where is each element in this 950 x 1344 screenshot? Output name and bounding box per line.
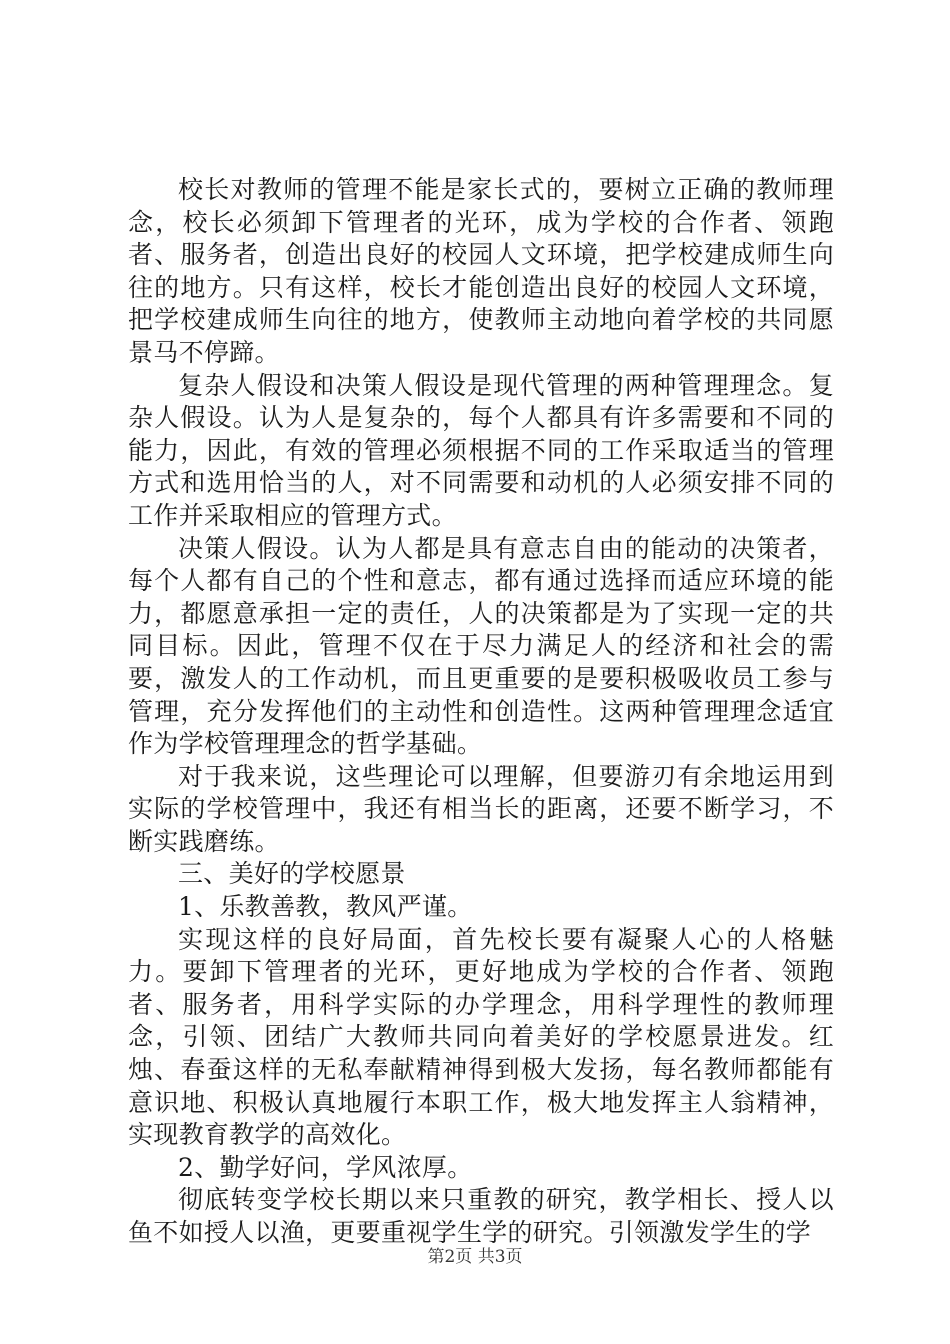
- paragraph-decision-maker-hypothesis: 决策人假设。认为人都是具有意志自由的能动的决策者，每个人都有自己的个性和意志，都有通过选择而适应环境的能力，都愿意承担一定的责任，人的决策都是为了实现一定的共同目标。因此，管理不仅在于尽力满足人的经济和社会的需要，激发人的工作动机，而且更重要的是要积极吸收员工参与管理，充分发挥他们的主动性和创造性。这两种管理理念适宜作为学校管理理念的哲学基础。: [128, 533, 834, 759]
- paragraph-principal-role: 校长对教师的管理不能是家长式的，要树立正确的教师理念，校长必须卸下管理者的光环，成为学校的合作者、领跑者、服务者，创造出良好的校园人文环境，把学校建成师生向往的地方。只有这样，校长才能创造出良好的校园人文环境，把学校建成师生向往的地方，使教师主动地向着学校的共同愿景马不停蹄。: [128, 175, 834, 367]
- section-heading-school-vision: 三、美好的学校愿景: [178, 859, 406, 889]
- paragraph-complex-person-hypothesis: 复杂人假设和决策人假设是现代管理的两种管理理念。复杂人假设。认为人是复杂的，每个人都具有许多需要和不同的能力，因此，有效的管理必须根据不同的工作采取适当的管理方式和选用恰当的人，对不同需要和动机的人必须安排不同的工作并采取相应的管理方式。: [128, 370, 834, 530]
- paragraph-personal-reflection: 对于我来说，这些理论可以理解，但要游刃有余地运用到实际的学校管理中，我还有相当长的距离，还要不断学习，不断实践磨练。: [128, 761, 834, 856]
- subheading-teaching-style: 1、乐教善教，教风严谨。: [178, 892, 473, 922]
- subheading-learning-style: 2、勤学好问，学风浓厚。: [178, 1152, 473, 1182]
- document-body: [128, 174, 834, 1250]
- paragraph-teaching-style: 实现这样的良好局面，首先校长要有凝聚人心的人格魅力。要卸下管理者的光环，更好地成为学校的合作者、领跑者、服务者，用科学实际的办学理念，用科学理性的教师理念，引领、团结广大教师共同向着美好的学校愿景进发。红烛、春蚕这样的无私奉献精神得到极大发扬，每名教师都能有意识地、积极认真地履行本职工作，极大地发挥主人翁精神，实现教育教学的高效化。: [128, 924, 834, 1150]
- page-number-footer: 第2页 共3页: [427, 1247, 523, 1267]
- paragraph-learning-style: 彻底转变学校长期以来只重教的研究，教学相长、授人以鱼不如授人以渔，更要重视学生学的研究。引领激发学生的学: [128, 1185, 834, 1247]
